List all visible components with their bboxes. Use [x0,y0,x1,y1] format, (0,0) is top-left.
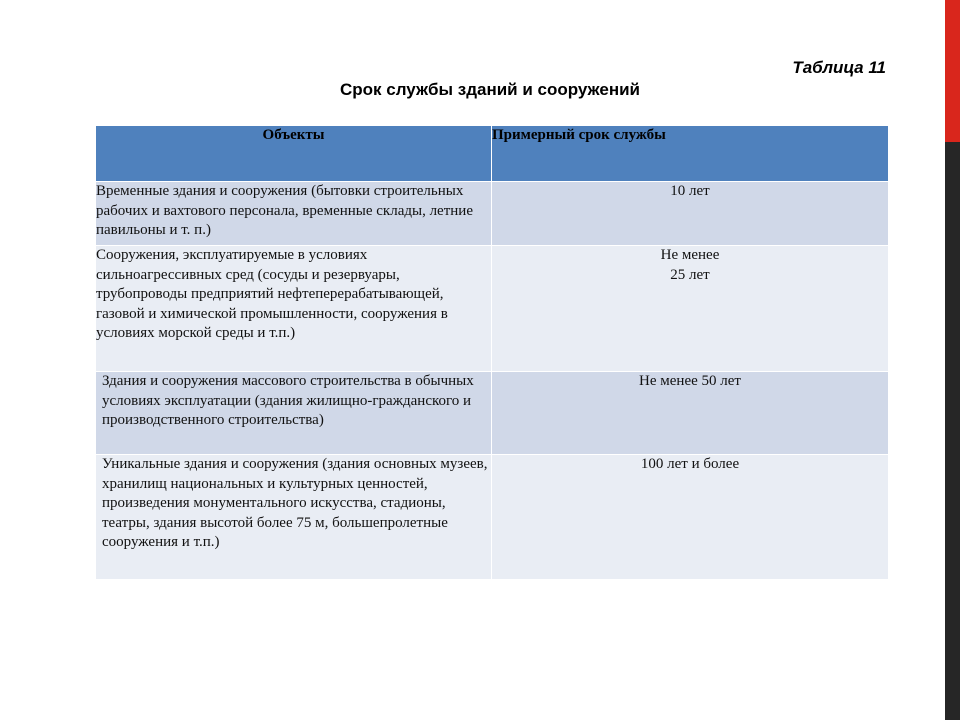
table-row [96,182,889,246]
table-row [96,246,889,372]
table-row [96,455,889,580]
header-service-life: Примерный срок службы [492,126,889,182]
table-row [96,372,889,455]
table-title: Срок службы зданий и сооружений [339,80,641,99]
table-number: Таблица 11 [792,58,886,77]
service-life-cell [492,455,889,580]
object-cell: Сооружения, эксплуатируемые в условиях сильноагрессивных сред (сосуды и резервуары, трубопроводы предприятий нефтеперерабатывающей, газовой и химической промышленности, сооружения в условиях морской среды и т.п.) [96,246,492,372]
side-bar-red-segment [945,0,960,142]
service-life-cell [492,182,889,246]
service-life-line: 100 лет и более [640,456,740,472]
decorative-side-bar [945,0,960,720]
object-cell: Уникальные здания и сооружения (здания основных музеев, хранилищ национальных и культурных ценностей, произведения монументального искусства, стадионы, театры, здания высотой более 75 м, большепролетные сооружения и т.п.) [96,455,492,580]
object-cell: Временные здания и сооружения (бытовки строительных рабочих и вахтового персонала, временные склады, летние павильоны и т. п.) [96,182,492,246]
side-bar-black-segment [945,142,960,720]
service-life-line: 10 лет [670,183,710,199]
service-life-line: Не менее 50 лет [639,373,741,389]
service-life-line: 25 лет [670,266,710,283]
table-header-row [96,126,889,182]
service-life-cell [492,246,889,372]
header-objects: Объекты [96,126,492,182]
service-life-table [95,125,889,580]
service-life-cell [492,372,889,455]
object-cell: Здания и сооружения массового строительства в обычных условиях эксплуатации (здания жилищно-гражданского и производственного строительства) [96,372,492,455]
service-life-line: Не менее [660,247,720,263]
